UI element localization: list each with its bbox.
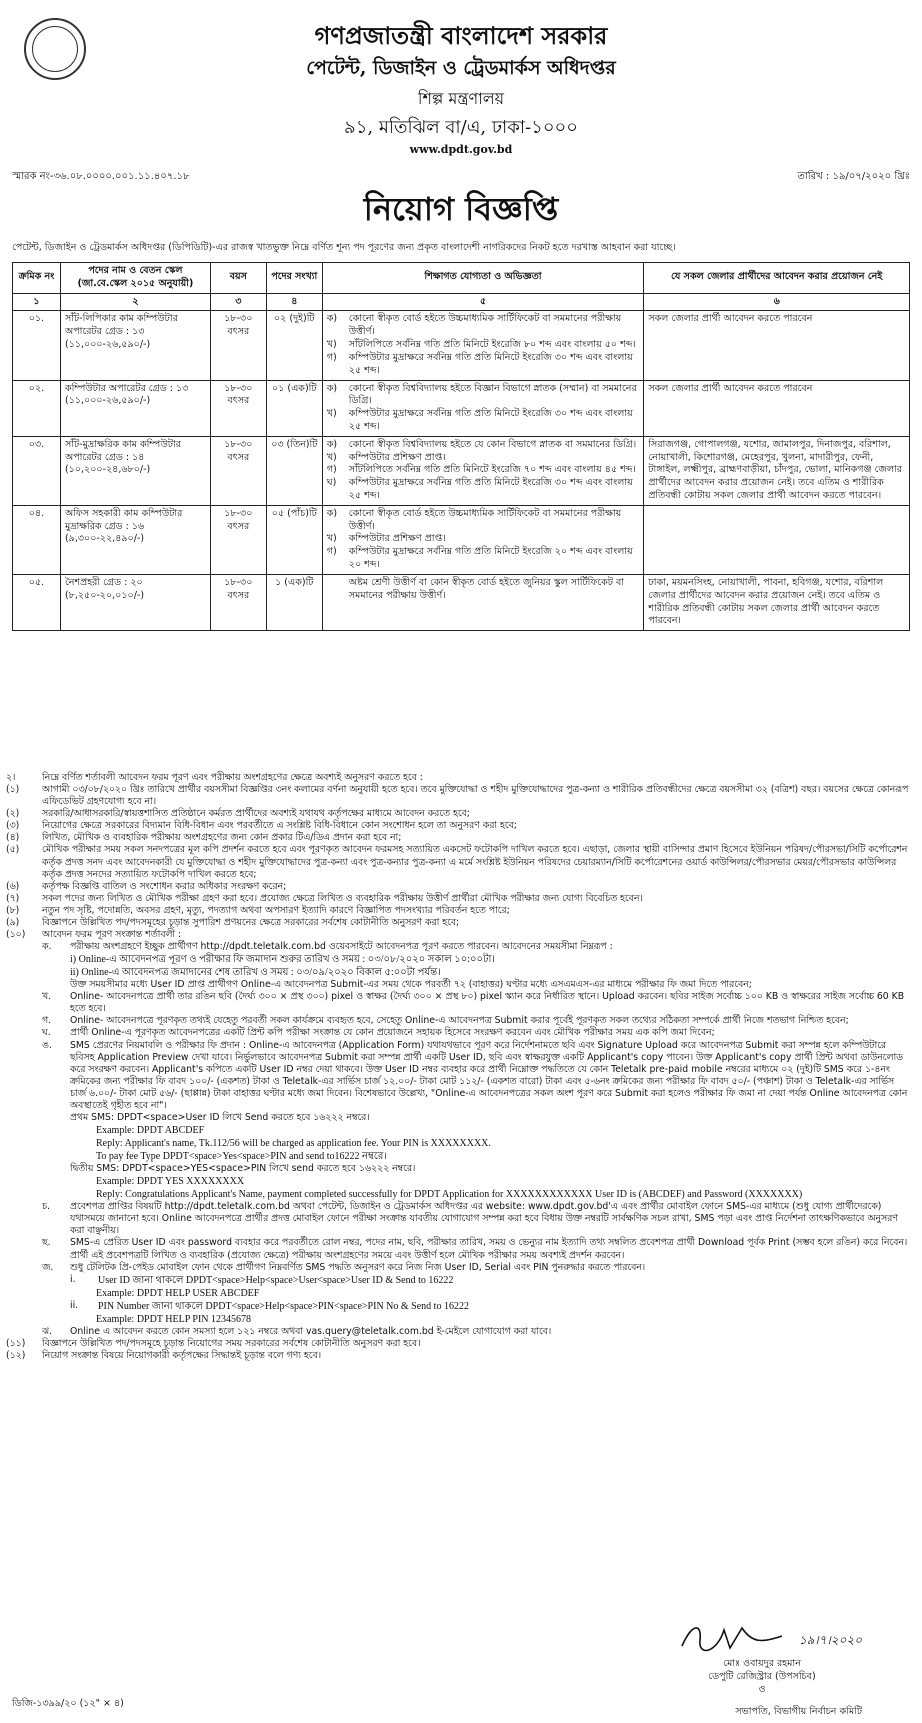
term-12: নিয়োগ সংক্রান্ত বিষয়ে নিয়োগকারী কর্তৃপক্ষের সিদ্ধান্তই চূড়ান্ত বলে গণ্য হবে। <box>42 1349 322 1361</box>
term-number: (১) <box>6 784 20 796</box>
col-number: ১ <box>13 293 61 311</box>
qualification-item <box>327 508 640 534</box>
age-cell: ১৮-৩০ বৎসর <box>210 380 266 436</box>
qualification-label: গ) <box>326 546 337 558</box>
sms-first-example: Example: DPDT ABCDEF <box>96 1125 205 1137</box>
qualification-text: কম্পিউটার প্রশিক্ষণ প্রাপ্ত। <box>348 533 446 545</box>
table-row <box>13 574 910 630</box>
ministry-name: শিল্প মন্ত্রণালয় <box>417 89 505 108</box>
qualification-text: কম্পিউটার মুদ্রাক্ষরে সর্বনিম্ন গতি প্রতি মিনিটে ইংরেজি ৩০ শব্দ এবং বাংলায় ২৫ শব্দ। <box>348 477 633 501</box>
qualification-label: খ) <box>326 451 337 463</box>
term-text: নিয়োগের ক্ষেত্রে সরকারের বিদ্যমান বিধি-বিধান এবং পরবর্তীতে এ সংশ্লিষ্ট বিধি-বিধানে কোন সংশোধন হলে তা অনুসরণ করা হবে; <box>42 820 517 832</box>
qualification-item <box>327 452 640 465</box>
qualification-text: কোনো স্বীকৃত বোর্ড হইতে উচ্চমাধ্যমিক সার্টিফিকেট বা সমমানের পরীক্ষায় উত্তীর্ণ। <box>348 507 622 532</box>
term-item <box>6 820 912 832</box>
clause-k-ii: ii) Online-এ আবেদনপত্র জমাদানের শেষ তারিখ ও সময় : ০৩/০৯/২০২০ বিকাল ৫:০০টা পর্যন্ত। <box>70 967 441 979</box>
qualification-text: অষ্টম শ্রেণী উত্তীর্ণ বা কোন স্বীকৃত বোর্ড হইতে জুনিয়র স্কুল সার্টিফিকেট বা সমমানের পরীক্ষায় উত্তীর্ণ। <box>348 576 624 601</box>
clause-label: ক. <box>42 941 52 953</box>
district-cell: সকল জেলার প্রার্থী আবেদন করতে পারবেন <box>644 380 910 436</box>
qualification-item <box>327 577 640 603</box>
qualification-cell <box>322 380 644 436</box>
qualification-text: কম্পিউটার মুদ্রাক্ষরে সর্বনিম্ন গতি প্রতি মিনিটে ইংরেজি ৩০ শব্দ এবং বাংলায় ২৫ শব্দ। <box>348 351 633 376</box>
age-cell: ১৮-৩০ বৎসর <box>210 311 266 380</box>
term-item <box>6 808 912 820</box>
table-header-row <box>13 263 910 294</box>
post-cell: সাঁট-লিপিকার কাম কম্পিউটার অপারেটর গ্রেড : ১৩ (১১,০০০-২৬,৫৯০/-) <box>60 311 210 380</box>
term-text: মৌখিক পরীক্ষার সময় সকল সনদপত্রের মূল কপি প্রদর্শন করতে হবে এবং পূরণকৃত আবেদন ফরমসহ সত্যায়িত একসেট ফটোকপি দাখিল করতে হবে। এছাড়া, জেলার স্থায়ী বাসিন্দার প্রমাণ হিসেবে ইউনিয়ন পরিষদ/পৌরসভা/সিটি কর্পোরেশন কর্তৃক প্রদত্ত সনদ এবং আবেদনকারী যে মুক্তিযোদ্ধা ও শহীদ মুক্তিযোদ্ধাদের পুত্র-কন্যা এবং পুত্র-কন্যার পুত্র-কন্যা এ মর্মে সংশ্লিষ্ট ইউনিয়ন পরিষদের চেয়ারম্যান/সিটি কর্পোরেশনের ওয়ার্ড কাউন্সিলর/পৌরসভার মেয়র/পৌরসভার কাউন্সিলর কর্তৃক প্রদত্ত সনদের সত্যায়িত ফটোকপি দাখিল করতে হবে; <box>42 844 908 880</box>
qualification-text: কোনো স্বীকৃত বোর্ড হইতে উচ্চমাধ্যমিক সার্টিফিকেট বা সমমানের পরীক্ষায় উত্তীর্ণ। <box>348 313 622 338</box>
qualification-item <box>327 464 640 477</box>
serial-cell: ০৩. <box>13 436 61 505</box>
serial-cell: ০৫. <box>13 574 61 630</box>
col-number: ৬ <box>644 293 910 311</box>
col-header: বয়স <box>210 263 266 294</box>
qualification-item <box>327 313 640 339</box>
qualification-cell <box>322 574 644 630</box>
signatory-and: ও <box>758 1683 766 1695</box>
qualification-item <box>327 477 640 503</box>
website-link[interactable]: www.dpdt.gov.bd <box>409 143 513 156</box>
sms-first: প্রথম SMS: DPDT<space>User ID লিখে Send করতে হবে ১৬২২২ নম্বরে। <box>70 1112 370 1124</box>
clause-g: Online- আবেদনপত্রে পূরণকৃত তথ্যই যেহেতু পরবর্তী সকল কার্যক্রমে ব্যবহৃত হবে, সেহেতু Online-এ আবেদনপত্র Submit করার পূর্বেই পূরণকৃত সকল তথ্যের সঠিকতা সম্পর্কে প্রার্থী নিজে শতভাগ নিশ্চিত হবেন; <box>70 1015 849 1027</box>
term-text: লিখিত, মৌখিক ও ব্যবহারিক পরীক্ষায় অংশগ্রহণের জন্য কোন প্রকার টিএ/ডিএ প্রদান করা হবে না; <box>42 832 402 844</box>
col-header: শিক্ষাগত যোগ্যতা ও অভিজ্ঞতা <box>322 263 644 294</box>
count-cell: ০২ (দুই)টি <box>266 311 322 380</box>
qualification-label: ক) <box>326 438 338 450</box>
district-cell: ঢাকা, ময়মনসিংহ, নোয়াখালী, পাবনা, হবিগঞ্জ, যশোর, বরিশাল জেলার প্রার্থীদের আবেদন করার প্রয়োজন নেই। তবে এতিম ও শারীরিক প্রতিবন্ধী কোটায় সকল জেলার প্রার্থী আবেদন করতে পারবেন। <box>644 574 910 630</box>
term-item <box>6 893 912 905</box>
serial-cell: ০২. <box>13 380 61 436</box>
term-number: (১০) <box>6 929 26 941</box>
signatory-name: মোঃ ওবায়দুর রহমান <box>723 1658 801 1669</box>
memo-number: স্মারক নং-৩৬.০৮.০০০০.০০১.১১.৪০৭.১৮ <box>12 171 190 182</box>
qualification-text: কোনো স্বীকৃত বিশ্ববিদ্যালয় হইতে বিজ্ঞান বিভাগে স্নাতক (সম্মান) বা সমমানের ডিগ্রি। <box>348 382 637 407</box>
qualification-item <box>327 352 640 378</box>
letterhead <box>0 0 922 160</box>
qualification-label: ক) <box>326 313 338 325</box>
print-code: ডিজি-১৩৯৯/২০ (১২" × ৪) <box>12 1698 124 1709</box>
terms-intro: নিম্নে বর্ণিত শর্তাবলী আবেদন ফরম পূরণ এবং পরীক্ষায় অংশগ্রহণের ক্ষেত্রে অবশ্যই অনুসরণ করতে হবে : <box>42 772 423 783</box>
term-text: নতুন পদ সৃষ্টি, পদোন্নতি, অবসর গ্রহণ, মৃত্যু, পদত্যাগ অথবা অপসারণ ইত্যাদি কারণে বিজ্ঞাপিত পদসংখ্যার পরিবর্তন হতে পারে; <box>42 904 510 916</box>
qualification-cell <box>322 505 644 574</box>
clause-kh: Online- আবেদনপত্রে প্রার্থী তার রঙিন ছবি (দৈর্ঘ্য ৩০০ × প্রস্থ ৩০০) pixel ও স্বাক্ষর (দৈর্ঘ্য ৩০০ × প্রস্থ ৮০) pixel স্ক্যান করে নির্ধারিত স্থানে। Upload করবেন। ছবির সাইজ সর্বোচ্চ ১০০ KB ও স্বাক্ষরের সাইজ সর্বোচ্চ 60 KB হতে হবে। <box>70 991 905 1015</box>
clause-chh: SMS-এ প্রেরিত User ID এবং password ব্যবহার করে পরবর্তীতে রোল নম্বর, পদের নাম, ছবি, পরীক্ষার তারিখ, সময় ও ভেন্যুর নাম ইত্যাদি তথ্য সম্বলিত প্রবেশপত্র প্রার্থী Download পূর্বক Print (সম্ভব হলে রঙিন) করে নিবেন। প্রার্থী এই প্রবেশপত্রটি লিখিত ও ব্যবহারিক (প্রযোজ্য ক্ষেত্রে) পরীক্ষায় অংশগ্রহণের সময়ে এবং উত্তীর্ণ হলে মৌখিক পরীক্ষার সময় অবশ্যই প্রদর্শন করবেন। <box>70 1237 908 1261</box>
qualification-item <box>327 383 640 409</box>
qualification-label: ক) <box>326 382 338 394</box>
qualification-label <box>327 577 349 603</box>
serial-cell: ০১. <box>13 311 61 380</box>
clause-label: ঘ. <box>42 1027 51 1039</box>
table-row <box>13 505 910 574</box>
signatory-designation: ডেপুটি রেজিস্ট্রার (উপসচিব) <box>708 1670 816 1682</box>
term-number: (১২) <box>6 1349 26 1361</box>
col-header: পদের নাম ও বেতন স্কেল (জা.বে.স্কেল ২০১৫ অনুযায়ী) <box>60 263 210 294</box>
col-header: যে সকল জেলার প্রার্থীদের আবেদন করার প্রয়োজন নেই <box>644 263 910 294</box>
term-number: (৯) <box>6 916 20 928</box>
sms-second-example: Example: DPDT YES XXXXXXXX <box>96 1176 245 1188</box>
recover-pin: PIN Number জানা থাকলে DPDT<space>Help<space>PIN<space>PIN No & Send to 16222 <box>98 1300 469 1312</box>
terms-section <box>6 772 912 1362</box>
qualification-label: খ) <box>326 339 337 351</box>
sms-second: দ্বিতীয় SMS: DPDT<space>YES<space>PIN লিখে send করতে হবে ১৬২২২ নম্বরে। <box>70 1163 416 1175</box>
term-item <box>6 881 912 893</box>
term-number: (২) <box>6 808 20 820</box>
term-item <box>6 929 912 941</box>
qualification-label: গ) <box>326 464 337 476</box>
term-item <box>6 784 912 808</box>
count-cell: ০৩ (তিন)টি <box>266 436 322 505</box>
district-cell: সকল জেলার প্রার্থী আবেদন করতে পারবেন <box>644 311 910 380</box>
clause-label: জ. <box>42 1261 54 1273</box>
col-header: ক্রমিক নং <box>13 263 61 294</box>
clause-k-i: i) Online-এ আবেদনপত্র পূরণ ও পরীক্ষার ফি জমাদান শুরুর তারিখ ও সময় : ০৩/০৮/২০২০ সকাল ১০:০০টা। <box>70 954 495 966</box>
table-row <box>13 380 910 436</box>
term-number: (৭) <box>6 892 20 904</box>
term-number: (১১) <box>6 1337 26 1349</box>
term-item <box>6 905 912 917</box>
clause-label: চ. <box>42 1201 50 1213</box>
qualification-item <box>327 339 640 352</box>
term-number: (৩) <box>6 820 20 832</box>
district-cell: সিরাজগঞ্জ, গোপালগঞ্জ, যশোর, জামালপুর, দিনাজপুর, বরিশাল, নোয়াখালী, কিশোরগঞ্জ, মেহেরপুর, খুলনা, মাদারীপুর, ফেনী, টাঙ্গাইল, লক্ষ্মীপুর, ব্রাহ্মণবাড়ীয়া, চাঁদপুর, ভোলা, মানিকগঞ্জ জেলার প্রার্থীদের আবেদন করার প্রয়োজন নেই। তবে এতিম ও শারীরিক প্রতিবন্ধী কোটায় সকল জেলার প্রার্থী আবেদন করতে পারবেন। <box>644 436 910 505</box>
qualification-item <box>327 439 640 452</box>
qualification-item <box>327 546 640 572</box>
district-cell <box>644 505 910 574</box>
count-cell: ১ (এক)টি <box>266 574 322 630</box>
clause-label: খ. <box>42 991 52 1003</box>
clause-label: গ. <box>42 1015 52 1027</box>
page-title: নিয়োগ বিজ্ঞপ্তি <box>363 190 559 228</box>
clause-label: ঝ. <box>42 1325 52 1337</box>
term-text: আগামী ০৩/০৮/২০২০ খ্রিঃ তারিখে প্রার্থীর বয়সসীমা বিজ্ঞপ্তির ৩নং কলামের বর্ণনা অনুযায়ী হতে হবে। তবে মুক্তিযোদ্ধা ও শহীদ মুক্তিযোদ্ধাদের পুত্র-কন্যা ও শারীরিক প্রতিবন্ধীদের ক্ষেত্রে বয়সসীমা ৩২ (বত্রিশ) বছর। বয়সের ক্ষেত্রে কোনরূপ এফিডেভিট গ্রহণযোগ্য হবে না। <box>42 784 909 808</box>
recover-pin-example: Example: DPDT HELP PIN 12345678 <box>96 1313 251 1325</box>
qualification-label: খ) <box>326 408 337 420</box>
table-row <box>13 436 910 505</box>
term-number: (৬) <box>6 880 20 892</box>
qualification-label: ক) <box>326 507 338 519</box>
qualification-text: সাঁটলিপিতে সর্বনিম্ন গতি প্রতি মিনিটে ইংরেজি ৭০ শব্দ এবং বাংলায় ৪৫ শব্দ। <box>348 464 636 476</box>
office-address: ৯১, মতিঝিল বা/এ, ঢাকা-১০০০ <box>344 117 578 138</box>
clause-label: ছ. <box>42 1237 51 1249</box>
government-name: গণপ্রজাতন্ত্রী বাংলাদেশ সরকার <box>314 21 608 50</box>
count-cell: ০৫ (পাঁচ)টি <box>266 505 322 574</box>
term-text: সরকারি/আধাসরকারি/স্বায়ত্তশাসিত প্রতিষ্ঠানে কর্মরত প্রার্থীদের অবশ্যই যথাযথ কর্তৃপক্ষের মাধ্যমে আবেদন করতে হবে; <box>42 808 470 820</box>
term-item <box>6 832 912 844</box>
clause-gh: প্রার্থী Online-এ পূরণকৃত আবেদনপত্রের একটি প্রিন্ট কপি পরীক্ষা সংক্রান্ত যে কোন প্রয়োজনে সহায়ক হিসেবে সংরক্ষণ করবেন এবং মৌখিক পরীক্ষার সময় এক কপি জমা দিবেন; <box>70 1027 715 1039</box>
term-11: বিজ্ঞাপনে উল্লিখিত পদ/পদসমূহে চূড়ান্ত নিয়োগের সময় সরকারের সর্বশেষ কোটানীতি অনুসরণ করা হবে। <box>42 1337 421 1349</box>
qualification-cell <box>322 311 644 380</box>
col-number: ২ <box>60 293 210 311</box>
term-text: কর্তৃপক্ষ বিজ্ঞপ্তি বাতিল ও সংশোধন করার অধিকার সংরক্ষণ করেন; <box>42 880 287 892</box>
signature-date: ১৯।৭।২০২০ <box>798 1633 862 1647</box>
col-number: ৪ <box>266 293 322 311</box>
signature-block <box>662 1618 862 1696</box>
term-item <box>6 917 912 929</box>
clause-label: i. <box>70 1273 76 1285</box>
qualification-label: খ) <box>326 533 337 545</box>
table-colnum-row <box>13 293 910 311</box>
qualification-text: কম্পিউটার প্রশিক্ষণ প্রাপ্ত। <box>348 451 446 463</box>
clause-jh: Online এ আবেদন করতে কোন সমস্যা হলে ১২১ নম্বরে অথবা vas.query@teletalk.com.bd ই-মেইলে যোগাযোগ করা যাবে। <box>70 1325 552 1337</box>
clause-label: ঙ. <box>42 1039 52 1051</box>
age-cell: ১৮-৩০ বৎসর <box>210 436 266 505</box>
qualification-cell <box>322 436 644 505</box>
col-header: পদের সংখ্যা <box>266 263 322 294</box>
age-cell: ১৮-৩০ বৎসর <box>210 574 266 630</box>
recover-user-id-example: Example: DPDT HELP USER ABCDEF <box>96 1287 260 1299</box>
committee-title: সভাপতি, বিভাগীয় নির্বাচন কমিটি <box>735 1706 862 1717</box>
post-cell: কম্পিউটার অপারেটর গ্রেড : ১৩ (১১,০০০-২৬,৫৯০/-) <box>60 380 210 436</box>
sms-first-pay: To pay fee Type DPDT<space>Yes<space>PIN and send to16222 নম্বরে। <box>96 1151 387 1163</box>
department-name: পেটেন্ট, ডিজাইন ও ট্রেডমার্কস অধিদপ্তর <box>306 57 616 79</box>
post-cell: অফিস সহকারী কাম কম্পিউটার মুদ্রাক্ষরিক গ্রেড : ১৬ (৯,৩০০-২২,৪৯০/-) <box>60 505 210 574</box>
vacancy-table <box>12 262 910 631</box>
clause-k: পরীক্ষায় অংশগ্রহণে ইচ্ছুক প্রার্থীগণ http://dpdt.teletalk.com.bd ওয়েবসাইটে আবেদনপত্র পূরণ করতে পারবেন। আবেদনের সময়সীমা নিম্নরূপ : <box>70 941 613 953</box>
sms-first-reply: Reply: Applicant's name, Tk.112/56 will be charged as application fee. Your PIN is XXXXXXXX. <box>96 1138 491 1150</box>
sms-second-reply: Reply: Congratulations Applicant's Name, payment completed successfully for DPDT Application for XXXXXXXXXXXX User ID is (ABCDEF) and Password (XXXXXXX) <box>96 1189 803 1201</box>
clause-ng: SMS প্রেরণের নিয়মাবলি ও পরীক্ষার ফি প্রদান : Online-এ আবেদনপত্র (Application Form) যথাযথভাবে পূরণ করে নির্দেশনামতে ছবি এবং Signature Upload করে আবেদনপত্র Submit করা সম্পন্ন হলে কম্পিউটারে ছবিসহ Application Preview দেখা যাবে। নির্ভুলভাবে আবেদনপত্র Submit করা সম্পন্ন প্রার্থী একটি User ID, ছবি এবং স্বাক্ষরযুক্ত একটি Applicant's copy পাবেন। উক্ত Applicant's copy প্রার্থী প্রিন্ট অথবা ডাউনলোড করে সংরক্ষণ করবেন। Applicant's কপিতে একটি User ID নম্বর দেয়া থাকবে। উক্ত User ID নম্বর ব্যবহার করে প্রার্থী নিম্নোক্ত পদ্ধতিতে যে কোন Teletalk pre-paid mobile নম্বরের মাধ্যমে ০২ (দুই)টি SMS করে ১-৪নং ক্রমিকের জন্য পরীক্ষার ফি বাবদ ১০০/- (একশত) টাকা ও Teletalk-এর সার্ভিস চার্জ ১২.০০/- টাকা মোট ১১২/- (একশত বারো) টাকা এবং ৫-৬নং ক্রমিকের জন্য পরীক্ষার ফি বাবদ ৫০/- (পঞ্চাশ) টাকা ও Teletalk-এর সার্ভিস চার্জ ৬.০০/- টাকা মোট ৫৬/- (ছাপ্পান্ন) টাকা বাহাত্তর ঘণ্টার মধ্যে জমা দিবেন। বিশেষভাবে উল্লেখ্য, "Online-এ আবেদনপত্রের সকল অংশ পূরণ করে Submit করা হলেও পরীক্ষার ফি জমা না দেয়া পর্যন্ত Online আবেদনপত্র কোন অবস্থাতেই গৃহীত হবে না"। <box>70 1039 908 1111</box>
recover-user-id: User ID জানা থাকলে DPDT<space>Help<space>User<space>User ID & Send to 16222 <box>98 1274 454 1286</box>
intro-text: পেটেন্ট, ডিজাইন ও ট্রেডমার্কস অধিদপ্তর (ডিপিডিটি)-এর রাজস্ব খাতভুক্ত নিম্নে বর্ণিত শূন্য পদ পূরণের জন্য প্রকৃত বাংলাদেশী নাগরিকদের নিকট হতে দরখাস্ত আহবান করা যাচ্ছে। <box>12 242 676 253</box>
clause-ch: প্রবেশপত্র প্রাপ্তির বিষয়টি http://dpdt.teletalk.com.bd অথবা পেটেন্ট, ডিজাইন ও ট্রেডমার্কস অধিদপ্তর এর website: www.dpdt.gov.bd'এ এবং প্রার্থীর মোবাইল ফোনে SMS-এর মাধ্যমে (শুধু যোগ্য প্রার্থীদেরকে) যথাসময়ে জানানো হবে। Online আবেদনপত্রে প্রার্থীর প্রদত্ত মোবাইল ফোনে পরীক্ষা সংক্রান্ত যাবতীয় যোগাযোগ সম্পন্ন করা হবে বিধায় উক্ত নম্বরটি সার্বক্ষণিক সচল রাখা, SMS পড়া এবং প্রাপ্ত নির্দেশনা তাৎক্ষণিকভাবে অনুসরণ করা বাঞ্ছনীয়। <box>70 1201 898 1237</box>
term-number: (৮) <box>6 904 20 916</box>
qualification-text: কোনো স্বীকৃত বিশ্ববিদ্যালয় হইতে যে কোন বিভাগে স্নাতক বা সমমানের ডিগ্রি। <box>348 438 637 450</box>
term-text: আবেদন ফরম পূরণ সংক্রান্ত শর্তাবলী : <box>42 929 182 941</box>
term-item <box>6 844 912 880</box>
table-row <box>13 311 910 380</box>
term-text: বিজ্ঞাপনে উল্লিখিত পদ/পদসমূহের চূড়ান্ত সুপারিশ প্রণয়নের ক্ষেত্রে সরকারের সর্বশেষ কোটানীতি অনুসরণ করা হবে; <box>42 916 460 928</box>
qualification-item <box>327 408 640 434</box>
col-number: ৩ <box>210 293 266 311</box>
qualification-text: কম্পিউটার মুদ্রাক্ষরে সর্বনিম্ন গতি প্রতি মিনিটে ইংরেজি ২০ শব্দ এবং বাংলায় ২০ শব্দ। <box>348 546 633 571</box>
notice-date: তারিখ : ১৯/০৭/২০২০ খ্রিঃ <box>797 171 910 182</box>
clause-label: ii. <box>70 1299 79 1311</box>
term-number: (৪) <box>6 832 20 844</box>
qualification-item <box>327 533 640 546</box>
col-number: ৫ <box>322 293 644 311</box>
term-text: সকল পদের জন্য লিখিত ও মৌখিক পরীক্ষা গ্রহণ করা হবে। প্রযোজ্য ক্ষেত্রে লিখিত ও ব্যবহারিক পরীক্ষায় উত্তীর্ণ প্রার্থীরা মৌখিক পরীক্ষার জন্য যোগ্য বিবেচিত হবেন। <box>42 892 643 904</box>
post-cell: নৈশপ্রহরী গ্রেড : ২০ (৮,২৫০-২০,০১০/-) <box>60 574 210 630</box>
count-cell: ০১ (এক)টি <box>266 380 322 436</box>
qualification-label: গ) <box>326 351 337 363</box>
qualification-text: সাঁটলিপিতে সর্বনিম্ন গতি প্রতি মিনিটে ইংরেজি ৮০ শব্দ এবং বাংলায় ৫০ শব্দ। <box>348 339 636 351</box>
clause-k-note: উক্ত সময়সীমার মধ্যে User ID প্রাপ্ত প্রার্থীগণ Online-এ আবেদনপত্র Submit-এর সময় থেকে পরবর্তী ৭২ (বাহাত্তর) ঘণ্টার মধ্যে এসএমএস-এর মাধ্যমে পরীক্ষার ফি জমা দিতে পারবেন; <box>70 979 752 991</box>
term-number: (৫) <box>6 844 20 856</box>
age-cell: ১৮-৩০ বৎসর <box>210 505 266 574</box>
post-cell: সাঁট-মুদ্রাক্ষরিক কাম কম্পিউটার অপারেটর গ্রেড : ১৪ (১০,২০০-২৪,৬৮০/-) <box>60 436 210 505</box>
qualification-label: ঘ) <box>326 477 337 489</box>
qualification-text: কম্পিউটার মুদ্রাক্ষরে সর্বনিম্ন গতি প্রতি মিনিটে ইংরেজি ৩০ শব্দ এবং বাংলায় ২৫ শব্দ। <box>348 408 633 432</box>
clause-j: শুধু টেলিটক প্রি-পেইড মোবাইল ফোন থেকে প্রার্থীগণ নিম্নবর্ণিত SMS পদ্ধতি অনুসরণ করে নিজ নিজ User ID, Serial এবং PIN পুনরুদ্ধার করতে পারবেন। <box>70 1261 646 1273</box>
signature-mark <box>662 1618 862 1658</box>
serial-cell: ০৪. <box>13 505 61 574</box>
term-number: ২। <box>6 772 16 783</box>
